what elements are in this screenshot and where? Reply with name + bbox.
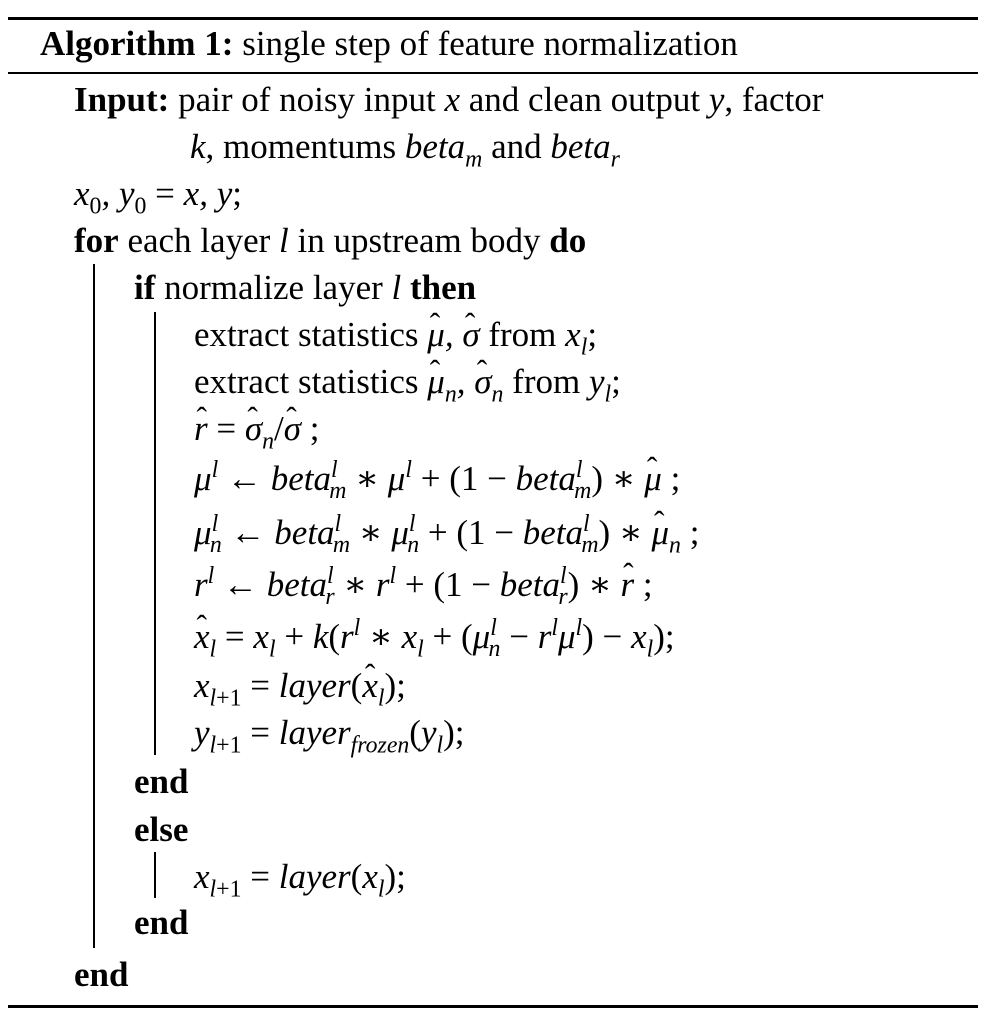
then-keyword: then bbox=[410, 268, 477, 307]
init-line: $x_0$, $y_0 = x$, y; bbox=[74, 174, 242, 220]
extract-text-2: extract statistics bbox=[194, 362, 419, 401]
if-text-normalize: normalize layer bbox=[164, 268, 383, 307]
end-for-keyword: end bbox=[74, 955, 129, 994]
math-k: k bbox=[190, 127, 206, 166]
else-keyword: else bbox=[134, 810, 189, 849]
math-beta-m: beta$_m$ bbox=[404, 127, 483, 173]
top-rule bbox=[8, 17, 978, 20]
for-text-each: each layer bbox=[127, 221, 271, 260]
bottom-rule bbox=[8, 1005, 978, 1008]
math-x: x bbox=[444, 80, 460, 119]
input-text-clean: and clean output bbox=[468, 80, 701, 119]
ratio-line: ˆ r = ˆ $\sigma_n/ˆ$ σ ; bbox=[194, 409, 320, 449]
mu-n-update-line: $\mu^l_n$ ← beta$^l_m$ ∗ $\mu^l_n + (1$ − beta$^l_m$) ∗ ˆ $\mu_n$ ; bbox=[194, 513, 699, 553]
for-block-bar bbox=[93, 264, 95, 948]
math-y: y bbox=[708, 80, 725, 119]
math-mu-sigma-n-hat: ˆ $\mu_n$, ˆ $\sigma_n$ bbox=[427, 362, 503, 401]
math-l-if: l bbox=[391, 268, 402, 307]
for-text-upstream: in upstream body bbox=[297, 221, 541, 260]
extract-stats-line-1: extract statistics ˆ μ, ˆ σ from $x_l$; bbox=[194, 315, 597, 355]
math-y-l: $y_l$ bbox=[588, 362, 612, 408]
algorithm-title: single step of feature normalization bbox=[242, 24, 738, 63]
y-next-line: $y_{l+1}$ = $layer_{frozen}(y_l)$; bbox=[194, 713, 465, 759]
mu-update-line: $\mu^l$ ← beta$^l_m$ ∗ $\mu^l + (1$ − beta$^l_m$) ∗ ˆ μ ; bbox=[194, 459, 680, 499]
x-next-line: $x_{l+1}$ = layer(ˆ $x_l$); bbox=[194, 666, 406, 706]
math-mu-sigma-hat: ˆ μ, ˆ σ bbox=[427, 315, 479, 354]
if-line bbox=[134, 268, 476, 308]
input-text-and: and bbox=[491, 127, 542, 166]
if-block-bar bbox=[154, 312, 156, 755]
end-else-keyword: end bbox=[134, 903, 189, 942]
x-hat-line: ˆ $x_l = x_l + k(r^l$ ∗ $x_l + (\mu^l_n - r^l\mu^l) - x_l$); bbox=[194, 617, 675, 657]
input-line-2 bbox=[190, 127, 620, 173]
else-block-bar bbox=[154, 852, 156, 898]
else-x-next-line: $x_{l+1}$ = $layer(x_l)$; bbox=[194, 857, 406, 903]
from-text-2: from bbox=[512, 362, 581, 401]
do-keyword: do bbox=[549, 221, 587, 260]
algorithm-caption bbox=[40, 24, 738, 64]
for-keyword: for bbox=[74, 221, 119, 260]
input-line-1 bbox=[74, 80, 823, 120]
from-text-1: from bbox=[488, 315, 557, 354]
math-x-l: $x_l$ bbox=[565, 315, 588, 361]
if-keyword: if bbox=[134, 268, 156, 307]
input-keyword: Input: bbox=[74, 80, 170, 119]
extract-text-1: extract statistics bbox=[194, 315, 419, 354]
algorithm-label: Algorithm 1: bbox=[40, 24, 234, 63]
for-line bbox=[74, 221, 586, 261]
end-if-keyword: end bbox=[134, 762, 189, 801]
r-update-line: $r^l$ ← beta$^l_r$ ∗ $r^l + (1$ − beta$^l_r$) ∗ ˆ r ; bbox=[194, 565, 653, 605]
extract-stats-line-2: extract statistics ˆ $\mu_n$, ˆ $\sigma_n$ from $y_l$; bbox=[194, 362, 621, 402]
math-l: l bbox=[279, 221, 289, 260]
caption-rule bbox=[8, 72, 978, 74]
math-beta-r: beta$_r$ bbox=[550, 127, 620, 173]
input-text-factor: , factor bbox=[724, 80, 824, 119]
input-text-pair: pair of noisy input bbox=[178, 80, 436, 119]
input-text-momentums: , momentums bbox=[205, 127, 397, 166]
